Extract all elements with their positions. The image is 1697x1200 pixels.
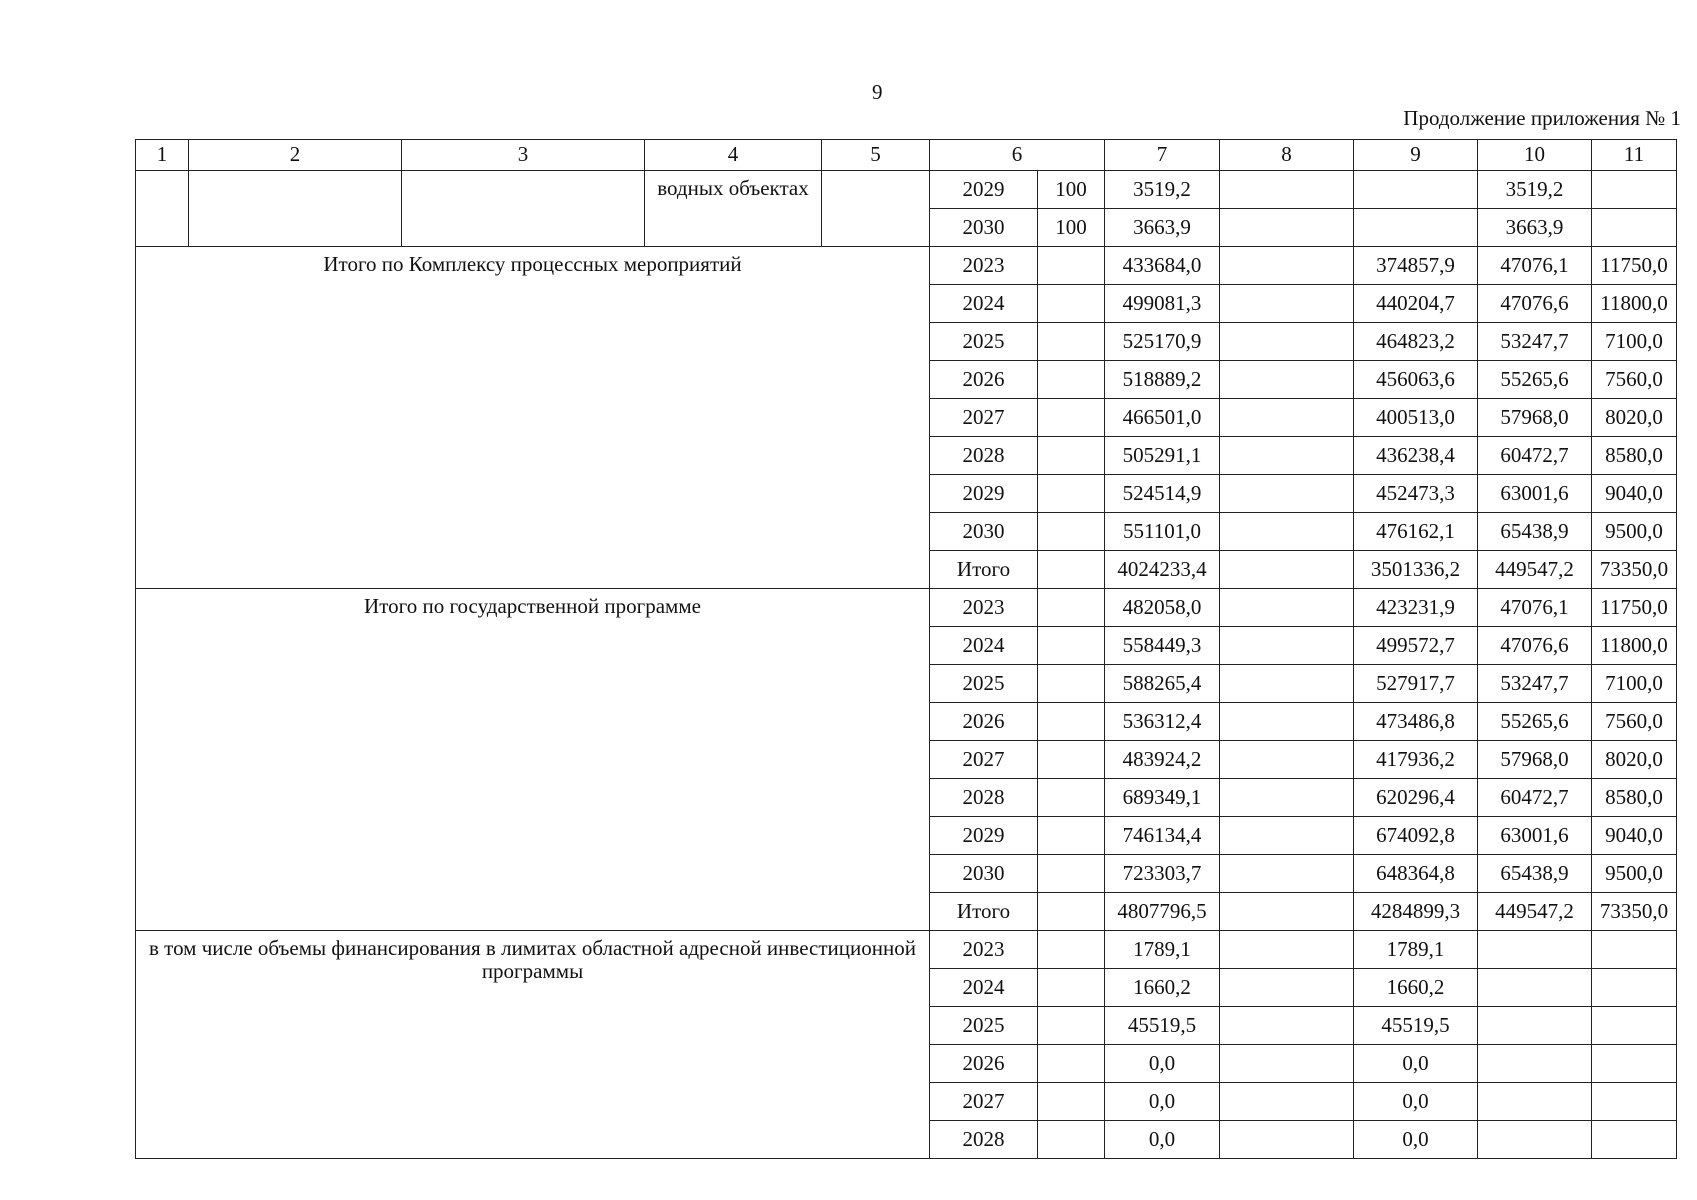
col11-cell [1592, 931, 1677, 969]
table-row [136, 171, 1677, 209]
col10-cell [1478, 1121, 1592, 1159]
percent-cell [1038, 1121, 1105, 1159]
col10-cell: 65438,9 [1478, 855, 1592, 893]
header-cell: 9 [1354, 140, 1478, 171]
col11-cell: 11800,0 [1592, 627, 1677, 665]
col7-cell: 4807796,5 [1105, 893, 1220, 931]
percent-cell [1038, 551, 1105, 589]
col8-cell [1220, 931, 1354, 969]
percent-cell [1038, 247, 1105, 285]
year-cell: 2029 [930, 171, 1038, 209]
percent-cell [1038, 323, 1105, 361]
col10-cell: 57968,0 [1478, 741, 1592, 779]
header-cell: 8 [1220, 140, 1354, 171]
year-cell: 2029 [930, 817, 1038, 855]
col8-cell [1220, 969, 1354, 1007]
col11-cell [1592, 1121, 1677, 1159]
year-cell: 2030 [930, 513, 1038, 551]
col9-cell: 674092,8 [1354, 817, 1478, 855]
col2-cell [189, 171, 402, 247]
col8-cell [1220, 589, 1354, 627]
col7-cell: 482058,0 [1105, 589, 1220, 627]
col7-cell: 536312,4 [1105, 703, 1220, 741]
col8-cell [1220, 627, 1354, 665]
year-cell: 2025 [930, 1007, 1038, 1045]
percent-cell [1038, 1045, 1105, 1083]
col7-cell: 723303,7 [1105, 855, 1220, 893]
col8-cell [1220, 1083, 1354, 1121]
percent-cell [1038, 969, 1105, 1007]
col10-cell: 3663,9 [1478, 209, 1592, 247]
col1-cell [136, 171, 189, 247]
header-cell: 1 [136, 140, 189, 171]
col9-cell: 527917,7 [1354, 665, 1478, 703]
col9-cell: 423231,9 [1354, 589, 1478, 627]
percent-cell [1038, 779, 1105, 817]
col11-cell [1592, 1083, 1677, 1121]
year-cell: 2030 [930, 209, 1038, 247]
percent-cell [1038, 1083, 1105, 1121]
col7-cell: 0,0 [1105, 1045, 1220, 1083]
year-cell: 2029 [930, 475, 1038, 513]
col11-cell [1592, 969, 1677, 1007]
col10-cell: 63001,6 [1478, 817, 1592, 855]
col9-cell: 456063,6 [1354, 361, 1478, 399]
year-cell: 2028 [930, 779, 1038, 817]
year-cell: 2025 [930, 323, 1038, 361]
col9-cell: 374857,9 [1354, 247, 1478, 285]
col8-cell [1220, 1007, 1354, 1045]
year-cell: 2028 [930, 1121, 1038, 1159]
col8-cell [1220, 665, 1354, 703]
col8-cell [1220, 437, 1354, 475]
col9-cell: 620296,4 [1354, 779, 1478, 817]
col9-cell: 0,0 [1354, 1045, 1478, 1083]
col10-cell [1478, 1007, 1592, 1045]
year-cell: 2027 [930, 741, 1038, 779]
col11-cell: 11750,0 [1592, 589, 1677, 627]
col10-cell [1478, 931, 1592, 969]
col8-cell [1220, 513, 1354, 551]
year-cell: 2023 [930, 931, 1038, 969]
col4-cell: водных объектах [645, 171, 822, 247]
col11-cell: 9500,0 [1592, 513, 1677, 551]
col8-cell [1220, 247, 1354, 285]
year-cell: 2023 [930, 589, 1038, 627]
table-row [136, 247, 1677, 285]
col7-cell: 558449,3 [1105, 627, 1220, 665]
col10-cell: 57968,0 [1478, 399, 1592, 437]
col10-cell: 55265,6 [1478, 361, 1592, 399]
col11-cell [1592, 209, 1677, 247]
header-cell: 5 [822, 140, 930, 171]
col8-cell [1220, 209, 1354, 247]
col9-cell [1354, 171, 1478, 209]
percent-cell [1038, 399, 1105, 437]
col10-cell: 449547,2 [1478, 551, 1592, 589]
col10-cell: 63001,6 [1478, 475, 1592, 513]
col11-cell [1592, 171, 1677, 209]
header-cell: 6 [930, 140, 1105, 171]
header-row [136, 140, 1677, 171]
col7-cell: 551101,0 [1105, 513, 1220, 551]
col9-cell: 3501336,2 [1354, 551, 1478, 589]
col9-cell: 499572,7 [1354, 627, 1478, 665]
col7-cell: 45519,5 [1105, 1007, 1220, 1045]
col9-cell: 4284899,3 [1354, 893, 1478, 931]
header-cell: 2 [189, 140, 402, 171]
col9-cell: 1789,1 [1354, 931, 1478, 969]
year-cell: Итого [930, 893, 1038, 931]
percent-cell: 100 [1038, 209, 1105, 247]
col11-cell: 8580,0 [1592, 437, 1677, 475]
col7-cell: 483924,2 [1105, 741, 1220, 779]
col10-cell [1478, 1083, 1592, 1121]
col11-cell: 7560,0 [1592, 361, 1677, 399]
year-cell: 2025 [930, 665, 1038, 703]
col11-cell: 73350,0 [1592, 893, 1677, 931]
percent-cell [1038, 361, 1105, 399]
year-cell: Итого [930, 551, 1038, 589]
col7-cell: 746134,4 [1105, 817, 1220, 855]
continuation-label: Продолжение приложения № 1 [1403, 106, 1681, 130]
col11-cell: 9040,0 [1592, 475, 1677, 513]
col7-cell: 0,0 [1105, 1121, 1220, 1159]
col9-cell [1354, 209, 1478, 247]
percent-cell [1038, 589, 1105, 627]
col9-cell: 0,0 [1354, 1083, 1478, 1121]
col8-cell [1220, 893, 1354, 931]
col11-cell: 8020,0 [1592, 741, 1677, 779]
col9-cell: 473486,8 [1354, 703, 1478, 741]
col10-cell: 47076,1 [1478, 589, 1592, 627]
col7-cell: 524514,9 [1105, 475, 1220, 513]
col8-cell [1220, 475, 1354, 513]
percent-cell [1038, 703, 1105, 741]
col8-cell [1220, 551, 1354, 589]
col7-cell: 0,0 [1105, 1083, 1220, 1121]
col9-cell: 440204,7 [1354, 285, 1478, 323]
col10-cell: 47076,6 [1478, 285, 1592, 323]
percent-cell [1038, 893, 1105, 931]
col11-cell: 8020,0 [1592, 399, 1677, 437]
col8-cell [1220, 323, 1354, 361]
col9-cell: 476162,1 [1354, 513, 1478, 551]
col7-cell: 1789,1 [1105, 931, 1220, 969]
col8-cell [1220, 171, 1354, 209]
col8-cell [1220, 779, 1354, 817]
col9-cell: 648364,8 [1354, 855, 1478, 893]
col8-cell [1220, 1121, 1354, 1159]
percent-cell [1038, 1007, 1105, 1045]
financing-table [135, 139, 1677, 1159]
col7-cell: 1660,2 [1105, 969, 1220, 1007]
col5-cell [822, 171, 930, 247]
col10-cell: 3519,2 [1478, 171, 1592, 209]
col7-cell: 588265,4 [1105, 665, 1220, 703]
col10-cell: 65438,9 [1478, 513, 1592, 551]
col10-cell: 47076,6 [1478, 627, 1592, 665]
year-cell: 2030 [930, 855, 1038, 893]
percent-cell [1038, 855, 1105, 893]
col3-cell [402, 171, 645, 247]
col9-cell: 452473,3 [1354, 475, 1478, 513]
col8-cell [1220, 741, 1354, 779]
col11-cell: 7100,0 [1592, 665, 1677, 703]
col11-cell [1592, 1045, 1677, 1083]
col10-cell: 47076,1 [1478, 247, 1592, 285]
year-cell: 2027 [930, 1083, 1038, 1121]
col9-cell: 400513,0 [1354, 399, 1478, 437]
table-row [136, 589, 1677, 627]
col11-cell: 7100,0 [1592, 323, 1677, 361]
year-cell: 2024 [930, 627, 1038, 665]
col7-cell: 3519,2 [1105, 171, 1220, 209]
col9-cell: 436238,4 [1354, 437, 1478, 475]
col11-cell: 9500,0 [1592, 855, 1677, 893]
year-cell: 2026 [930, 1045, 1038, 1083]
year-cell: 2024 [930, 969, 1038, 1007]
col9-cell: 1660,2 [1354, 969, 1478, 1007]
percent-cell [1038, 665, 1105, 703]
header-cell: 10 [1478, 140, 1592, 171]
col9-cell: 0,0 [1354, 1121, 1478, 1159]
section-label: Итого по государственной программе [136, 589, 930, 931]
col10-cell [1478, 969, 1592, 1007]
percent-cell: 100 [1038, 171, 1105, 209]
col10-cell: 60472,7 [1478, 779, 1592, 817]
col8-cell [1220, 855, 1354, 893]
col11-cell [1592, 1007, 1677, 1045]
percent-cell [1038, 817, 1105, 855]
col10-cell [1478, 1045, 1592, 1083]
percent-cell [1038, 741, 1105, 779]
col9-cell: 464823,2 [1354, 323, 1478, 361]
col10-cell: 60472,7 [1478, 437, 1592, 475]
header-cell: 3 [402, 140, 645, 171]
percent-cell [1038, 627, 1105, 665]
page-number: 9 [872, 80, 883, 104]
year-cell: 2026 [930, 361, 1038, 399]
col8-cell [1220, 361, 1354, 399]
col8-cell [1220, 399, 1354, 437]
col7-cell: 4024233,4 [1105, 551, 1220, 589]
col7-cell: 499081,3 [1105, 285, 1220, 323]
percent-cell [1038, 437, 1105, 475]
col10-cell: 55265,6 [1478, 703, 1592, 741]
col10-cell: 53247,7 [1478, 665, 1592, 703]
col8-cell [1220, 285, 1354, 323]
col7-cell: 466501,0 [1105, 399, 1220, 437]
col9-cell: 45519,5 [1354, 1007, 1478, 1045]
year-cell: 2023 [930, 247, 1038, 285]
header-cell: 11 [1592, 140, 1677, 171]
col8-cell [1220, 703, 1354, 741]
col7-cell: 525170,9 [1105, 323, 1220, 361]
percent-cell [1038, 285, 1105, 323]
col8-cell [1220, 817, 1354, 855]
year-cell: 2028 [930, 437, 1038, 475]
col11-cell: 11750,0 [1592, 247, 1677, 285]
col9-cell: 417936,2 [1354, 741, 1478, 779]
year-cell: 2027 [930, 399, 1038, 437]
col8-cell [1220, 1045, 1354, 1083]
table-row [136, 931, 1677, 969]
year-cell: 2024 [930, 285, 1038, 323]
col11-cell: 8580,0 [1592, 779, 1677, 817]
header-cell: 4 [645, 140, 822, 171]
col10-cell: 449547,2 [1478, 893, 1592, 931]
section-label: Итого по Комплексу процессных мероприятий [136, 247, 930, 589]
col11-cell: 7560,0 [1592, 703, 1677, 741]
percent-cell [1038, 513, 1105, 551]
col7-cell: 518889,2 [1105, 361, 1220, 399]
col7-cell: 505291,1 [1105, 437, 1220, 475]
col11-cell: 11800,0 [1592, 285, 1677, 323]
section-label: в том числе объемы финансирования в лимитах областной адресной инвестиционной программы [136, 931, 930, 1159]
col11-cell: 73350,0 [1592, 551, 1677, 589]
col11-cell: 9040,0 [1592, 817, 1677, 855]
col7-cell: 689349,1 [1105, 779, 1220, 817]
col7-cell: 433684,0 [1105, 247, 1220, 285]
col7-cell: 3663,9 [1105, 209, 1220, 247]
year-cell: 2026 [930, 703, 1038, 741]
percent-cell [1038, 475, 1105, 513]
header-cell: 7 [1105, 140, 1220, 171]
percent-cell [1038, 931, 1105, 969]
col10-cell: 53247,7 [1478, 323, 1592, 361]
